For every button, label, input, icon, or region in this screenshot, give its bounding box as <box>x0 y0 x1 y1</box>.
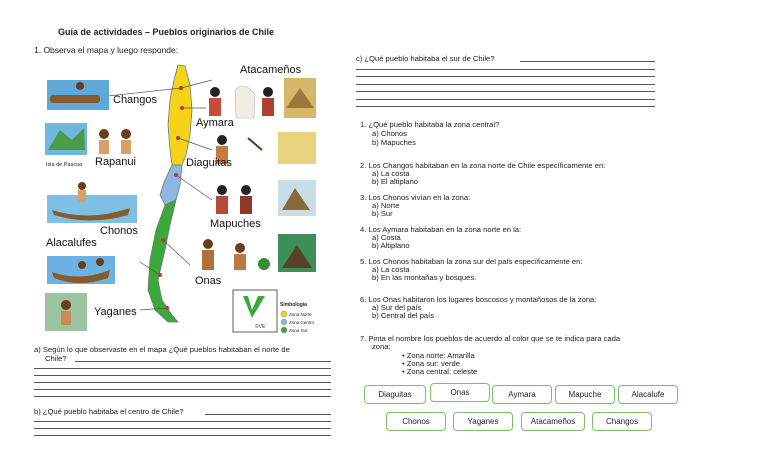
label-mapuches: Mapuches <box>210 218 261 230</box>
question-6: 6. Los Onas habitaron los lugares boscosos y montañosos de la zona: <box>360 295 597 304</box>
paint-box-mapuche[interactable]: Mapuche <box>555 385 615 404</box>
page-title: Guía de actividades – Pueblos originarios de Chile <box>58 27 275 37</box>
answer-line[interactable] <box>356 99 655 100</box>
label-aymara: Aymara <box>196 117 234 129</box>
option-5a[interactable]: a) La costa <box>372 265 410 274</box>
legend-north: Zona Norte <box>289 312 312 317</box>
answer-line[interactable] <box>356 84 655 85</box>
question-3: 3. Los Chonos vivían en la zona: <box>360 193 471 202</box>
question-1: 1. ¿Qué pueblo habitaba la zona central? <box>360 120 500 129</box>
label-rapanui: Rapanui <box>95 156 136 168</box>
answer-line[interactable] <box>34 396 331 397</box>
answer-line[interactable] <box>34 382 331 383</box>
answer-line[interactable] <box>34 368 331 369</box>
label-yaganes: Yaganes <box>94 306 137 318</box>
answer-line[interactable] <box>520 61 655 62</box>
answer-line[interactable] <box>34 375 331 376</box>
zone-north-item: • Zona norte: Amarilla <box>402 351 475 360</box>
label-alacalufes: Alacalufes <box>46 237 97 249</box>
answer-line[interactable] <box>205 414 331 415</box>
paint-box-onas[interactable]: Onas <box>430 383 490 402</box>
svg-text:©VE: ©VE <box>255 324 266 330</box>
legend-title: Simbología <box>280 302 307 308</box>
paint-box-chonos[interactable]: Chonos <box>386 412 446 431</box>
label-changos: Changos <box>113 94 158 106</box>
question-7: 7. Pinta el nombre los pueblos de acuerdo al color que se te indica para cada <box>360 334 621 343</box>
paint-box-yaganes[interactable]: Yaganes <box>453 412 513 431</box>
question-a-cont: Chile? <box>45 354 67 363</box>
legend-south: Zona Sur <box>289 328 308 333</box>
label-onas: Onas <box>195 275 222 287</box>
paint-box-alacalufe[interactable]: Alacalufe <box>618 385 678 404</box>
paint-box-changos[interactable]: Changos <box>592 412 652 431</box>
answer-line[interactable] <box>356 91 655 92</box>
option-3a[interactable]: a) Norte <box>372 201 400 210</box>
zone-center-item: • Zona central: celeste <box>402 367 478 376</box>
question-2: 2. Los Changos habitaban en la zona norte de Chile específicamente en: <box>360 161 606 170</box>
answer-line[interactable] <box>34 428 331 429</box>
question-7-cont: zona: <box>372 342 391 351</box>
map-zone-south <box>148 200 178 322</box>
question-c: c) ¿Qué pueblo habitaba el sur de Chile? <box>356 54 495 63</box>
option-2b[interactable]: b) El altiplano <box>372 177 419 186</box>
option-3b[interactable]: b) Sur <box>372 209 393 218</box>
answer-line[interactable] <box>356 106 655 107</box>
option-1a[interactable]: a) Chonos <box>372 129 408 138</box>
instruction: 1. Observa el mapa y luego responde: <box>34 45 179 55</box>
option-4b[interactable]: b) Altiplano <box>372 241 410 250</box>
map-zone-north <box>168 65 192 165</box>
zone-south-item: • Zona sur: verde <box>402 359 460 368</box>
question-b: b) ¿Qué pueblo habitaba el centro de Chile? <box>34 407 184 416</box>
paint-box-atacamenos[interactable]: Atacameños <box>521 412 585 431</box>
label-chonos: Chonos <box>100 225 138 237</box>
legend-center: Zona Centro <box>289 320 315 325</box>
answer-line[interactable] <box>356 76 655 77</box>
map-zone-center <box>160 165 182 205</box>
label-diaguitas: Diaguitas <box>186 157 232 169</box>
option-5b[interactable]: b) En las montañas y bosques. <box>372 273 477 282</box>
question-a: a) Según lo que observaste en el mapa ¿Qué pueblos habitaban el norte de <box>34 345 290 354</box>
question-5: 5. Los Chonos habitaban la zona sur del país específicamente en: <box>360 257 583 266</box>
option-1b[interactable]: b) Mapuches <box>372 138 416 147</box>
zone-south-text: Zona sur: verde <box>406 359 460 368</box>
label-atacamenos: Atacameños <box>240 64 302 76</box>
paint-box-aymara[interactable]: Aymara <box>492 385 552 404</box>
answer-line[interactable] <box>75 361 331 362</box>
option-6a[interactable]: a) Sur del país <box>372 303 422 312</box>
question-4: 4. Los Aymara habitaban en la zona norte en la: <box>360 225 522 234</box>
answer-line[interactable] <box>34 435 331 436</box>
zone-center-text: Zona central: celeste <box>406 367 478 376</box>
option-2a[interactable]: a) La costa <box>372 169 410 178</box>
option-4a[interactable]: a) Costa <box>372 233 401 242</box>
answer-line[interactable] <box>356 69 655 70</box>
answer-line[interactable] <box>34 421 331 422</box>
zone-north-text: Zona norte: Amarilla <box>406 351 475 360</box>
paint-box-diaguitas[interactable]: Diaguitas <box>364 385 426 404</box>
option-6b[interactable]: b) Central del país <box>372 311 435 320</box>
answer-line[interactable] <box>34 389 331 390</box>
label-isla-de-pascua: Isla de Pascua <box>46 162 83 168</box>
